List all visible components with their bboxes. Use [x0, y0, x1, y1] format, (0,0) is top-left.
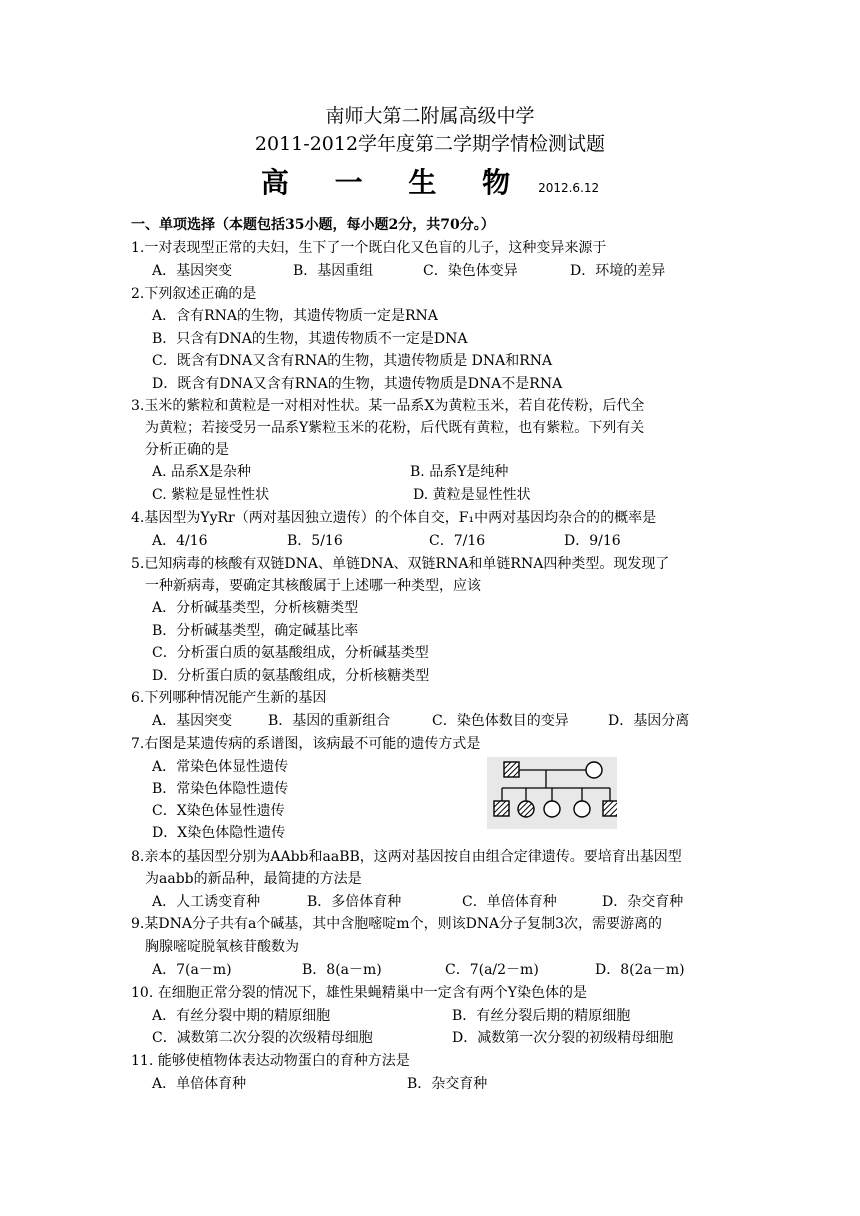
q6-stem: 6.下列哪种情况能产生新的基因	[131, 690, 327, 706]
q3-line1: 3.玉米的紫粒和黄粒是一对相对性状。某一品系X为黄粒玉米，若自花传粉，后代全	[131, 398, 645, 414]
q11-option-a: A．单倍体育种	[152, 1076, 247, 1092]
q3-line3: 分析正确的是	[145, 442, 229, 458]
affected-father-symbol	[504, 762, 519, 777]
q11-option-b: B．杂交育种	[407, 1076, 488, 1092]
q4-option-a: A．4/16	[152, 533, 208, 549]
mother-symbol	[586, 762, 602, 778]
pedigree-svg	[487, 757, 617, 829]
q10-option-a: A．有丝分裂中期的精原细胞	[152, 1008, 331, 1024]
q1-option-a: A．基因突变	[152, 263, 233, 279]
affected-daughter-symbol	[518, 801, 534, 817]
q7-option-c: C．X染色体显性遗传	[152, 803, 285, 819]
q9-option-d: D．8(2a－m)	[595, 962, 685, 978]
q5-line2: 一种新病毒，要确定其核酸属于上述哪一种类型，应该	[145, 578, 481, 594]
daughter-1-symbol	[544, 801, 560, 817]
q9-line2: 胸腺嘧啶脱氧核苷酸数为	[145, 939, 299, 955]
q1-option-d: D．环境的差异	[570, 263, 666, 279]
q1-option-c: C．染色体变异	[423, 263, 518, 279]
q2-option-a: A．含有RNA的生物，其遗传物质一定是RNA	[152, 308, 438, 324]
q10-option-b: B．有丝分裂后期的精原细胞	[452, 1008, 631, 1024]
q5-option-d: D．分析蛋白质的氨基酸组成，分析核糖类型	[152, 668, 430, 684]
q10-option-d: D．减数第一次分裂的初级精母细胞	[452, 1030, 674, 1046]
q3-option-a: A. 品系X是杂种	[152, 464, 251, 480]
q3-option-d: D. 黄粒是显性性状	[413, 487, 531, 503]
q1-stem: 1.一对表现型正常的夫妇，生下了一个既白化又色盲的儿子，这种变异来源于	[131, 240, 607, 256]
q2-stem: 2.下列叙述正确的是	[131, 286, 257, 302]
affected-son-2-symbol	[603, 801, 617, 816]
q9-line1: 9.某DNA分子共有a个碱基，其中含胞嘧啶m个，则该DNA分子复制3次，需要游离的	[131, 916, 663, 932]
q7-option-d: D．X染色体隐性遗传	[152, 825, 286, 841]
subject-line	[0, 166, 860, 205]
q7-option-a: A．常染色体显性遗传	[152, 759, 289, 775]
q2-option-d: D．既含有DNA又含有RNA的生物，其遗传物质是DNA不是RNA	[152, 376, 563, 392]
q9-option-c: C．7(a/2－m)	[445, 962, 539, 978]
subject-title: 高 一 生 物	[260, 166, 529, 199]
school-name: 南师大第二附属高级中学	[325, 105, 535, 127]
q8-line1: 8.亲本的基因型分别为AAbb和aaBB，这两对基因按自由组合定律遗传。要培育出基因型	[131, 849, 682, 865]
daughter-2-symbol	[574, 801, 590, 817]
q8-option-b: B．多倍体育种	[307, 894, 402, 910]
exam-title: 2011-2012学年度第二学期学情检测试题	[254, 133, 606, 155]
q4-option-c: C．7/16	[429, 533, 486, 549]
q6-option-b: B．基因的重新组合	[268, 713, 391, 729]
q4-stem: 4.基因型为YyRr（两对基因独立遗传）的个体自交，F₁中两对基因均杂合的的概率是	[131, 510, 657, 526]
q3-option-b: B. 品系Y是纯种	[410, 464, 509, 480]
q3-line2: 为黄粒；若接受另一品系Y紫粒玉米的花粉，后代既有黄粒，也有紫粒。下列有关	[145, 420, 645, 436]
q7-option-b: B．常染色体隐性遗传	[152, 781, 289, 797]
q5-option-c: C．分析蛋白质的氨基酸组成，分析碱基类型	[152, 645, 429, 661]
q11-stem: 11. 能够使植物体表达动物蛋白的育种方法是	[131, 1053, 410, 1069]
q9-option-a: A．7(a－m)	[152, 962, 232, 978]
q8-line2: 为aabb的新品种，最简捷的方法是	[145, 871, 362, 887]
section-heading: 一、单项选择（本题包括35小题，每小题2分，共70分。）	[131, 217, 495, 233]
q6-option-d: D．基因分离	[608, 713, 690, 729]
q8-option-d: D．杂交育种	[602, 894, 684, 910]
q6-option-c: C．染色体数目的变异	[432, 713, 569, 729]
q3-option-c: C. 紫粒是显性性状	[152, 487, 270, 503]
q8-option-c: C．单倍体育种	[462, 894, 557, 910]
pedigree-chart	[487, 757, 617, 829]
q8-option-a: A．人工诱变育种	[152, 894, 261, 910]
q10-stem: 10. 在细胞正常分裂的情况下，雄性果蝇精巢中一定含有两个Y染色体的是	[131, 985, 587, 1001]
q7-stem: 7.右图是某遗传病的系谱图，该病最不可能的遗传方式是	[131, 736, 481, 752]
q2-option-b: B．只含有DNA的生物，其遗传物质不一定是DNA	[152, 331, 468, 347]
q5-option-b: B．分析碱基类型，确定碱基比率	[152, 623, 359, 639]
affected-son-1-symbol	[494, 801, 509, 816]
q1-option-b: B．基因重组	[293, 263, 374, 279]
q4-option-d: D．9/16	[564, 533, 621, 549]
q9-option-b: B．8(a－m)	[302, 962, 382, 978]
q5-line1: 5.已知病毒的核酸有双链DNA、单链DNA、双链RNA和单链RNA四种类型。现发现了	[131, 556, 670, 572]
q2-option-c: C．既含有DNA又含有RNA的生物，其遗传物质是 DNA和RNA	[152, 353, 553, 369]
exam-date: 2012.6.12	[538, 181, 600, 195]
q6-option-a: A．基因突变	[152, 713, 233, 729]
q4-option-b: B．5/16	[287, 533, 343, 549]
q5-option-a: A．分析碱基类型，分析核糖类型	[152, 600, 359, 616]
q10-option-c: C．减数第二次分裂的次级精母细胞	[152, 1030, 373, 1046]
